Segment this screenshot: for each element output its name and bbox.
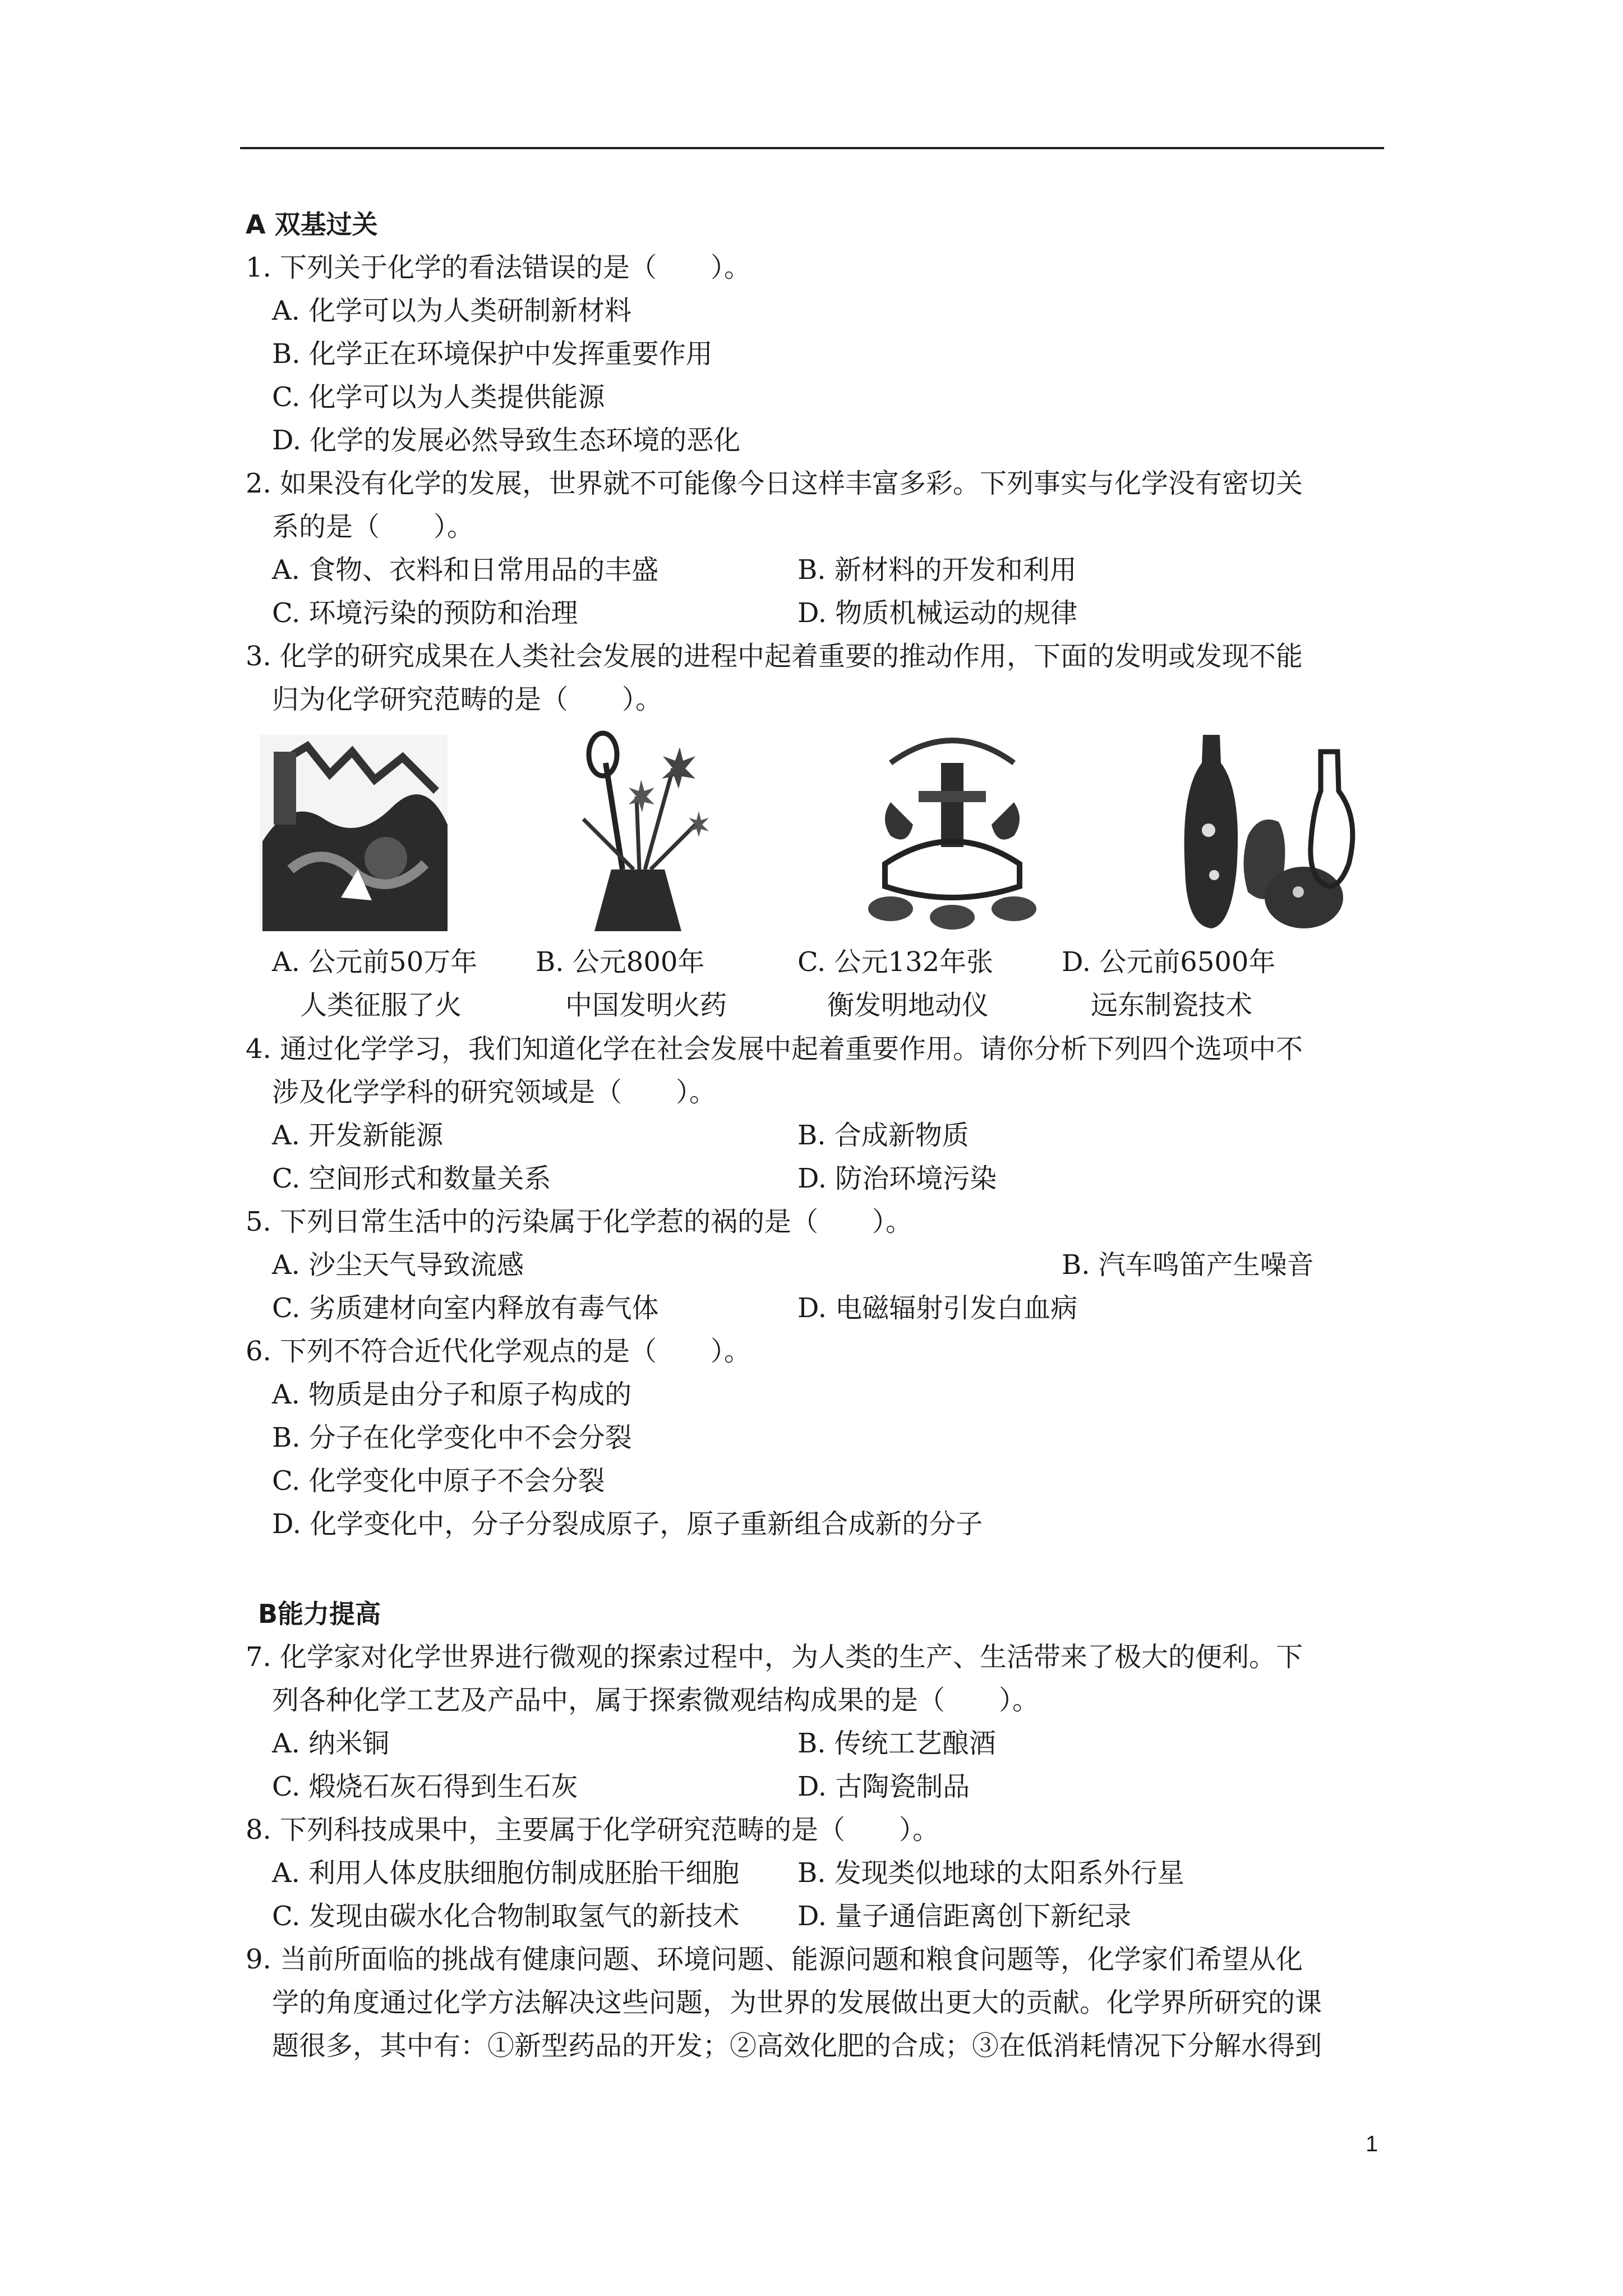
q7-stem-line1: 7. 化学家对化学世界进行微观的探索过程中，为人类的生产、生活带来了极大的便利。下 <box>246 1641 1303 1673</box>
q8-option-b: B. 发现类似地球的太阳系外行星 <box>797 1857 1184 1889</box>
q6-option-b: B. 分子在化学变化中不会分裂 <box>272 1422 632 1453</box>
q6-option-c: C. 化学变化中原子不会分裂 <box>272 1465 605 1497</box>
q5-option-a: A. 沙尘天气导致流感 <box>272 1249 524 1281</box>
q7-option-c: C. 煅烧石灰石得到生石灰 <box>272 1771 578 1802</box>
q9-line3: 题很多，其中有：①新型药品的开发；②高效化肥的合成；③在低消耗情况下分解水得到 <box>272 2030 1322 2062</box>
section-b-title: B能力提高 <box>258 1599 381 1629</box>
q4-stem-line2: 涉及化学学科的研究领域是（ ）。 <box>272 1076 717 1108</box>
q3-stem-line2: 归为化学研究范畴的是（ ）。 <box>272 684 663 715</box>
q4-stem-line1: 4. 通过化学学习，我们知道化学在社会发展中起着重要作用。请你分析下列四个选项中不 <box>246 1033 1303 1065</box>
gunpowder-illustration <box>561 729 715 937</box>
q3-option-c-line1: C. 公元132年张 <box>797 946 994 978</box>
q1-stem: 1. 下列关于化学的看法错误的是（ ）。 <box>246 252 751 283</box>
q2-stem-line2: 系的是（ ）。 <box>272 511 474 542</box>
page-number: 1 <box>1366 2132 1378 2156</box>
q5-stem: 5. 下列日常生活中的污染属于化学惹的祸的是（ ）。 <box>246 1206 913 1237</box>
q3-option-a-line2: 人类征服了火 <box>300 990 462 1021</box>
q9-line1: 9. 当前所面临的挑战有健康问题、环境问题、能源问题和粮食问题等，化学家们希望从化 <box>246 1944 1303 1975</box>
q8-option-a: A. 利用人体皮肤细胞仿制成胚胎干细胞 <box>272 1857 740 1889</box>
q6-option-a: A. 物质是由分子和原子构成的 <box>272 1379 632 1410</box>
seismograph-illustration <box>851 729 1053 937</box>
q3-stem-line1: 3. 化学的研究成果在人类社会发展的进程中起着重要的推动作用，下面的发明或发现不能 <box>246 641 1303 672</box>
porcelain-illustration <box>1175 729 1366 937</box>
q2-option-a: A. 食物、衣料和日常用品的丰盛 <box>272 554 659 586</box>
section-a-title: A 双基过关 <box>246 209 378 240</box>
q3-option-b-line2: 中国发明火药 <box>565 990 727 1021</box>
q2-option-d: D. 物质机械运动的规律 <box>797 597 1078 629</box>
q6-option-d: D. 化学变化中，分子分裂成原子，原子重新组合成新的分子 <box>272 1508 983 1540</box>
q2-option-c: C. 环境污染的预防和治理 <box>272 597 578 629</box>
q1-option-a: A. 化学可以为人类研制新材料 <box>272 295 632 326</box>
fire-illustration <box>257 729 450 937</box>
q3-option-b-line1: B. 公元800年 <box>536 946 705 978</box>
q3-option-a-line1: A. 公元前50万年 <box>272 946 478 978</box>
q1-option-c: C. 化学可以为人类提供能源 <box>272 381 605 413</box>
q5-option-c: C. 劣质建材向室内释放有毒气体 <box>272 1292 659 1324</box>
q5-option-b: B. 汽车鸣笛产生噪音 <box>1062 1249 1314 1281</box>
q2-option-b: B. 新材料的开发和利用 <box>797 554 1077 586</box>
q1-option-b: B. 化学正在环境保护中发挥重要作用 <box>272 338 713 370</box>
q7-stem-line2: 列各种化学工艺及产品中，属于探索微观结构成果的是（ ）。 <box>272 1685 1040 1716</box>
q3-option-d-line1: D. 公元前6500年 <box>1062 946 1276 978</box>
q2-stem-line1: 2. 如果没有化学的发展，世界就不可能像今日这样丰富多彩。下列事实与化学没有密切关 <box>246 468 1303 499</box>
q4-option-a: A. 开发新能源 <box>272 1120 444 1151</box>
q8-stem: 8. 下列科技成果中，主要属于化学研究范畴的是（ ）。 <box>246 1814 940 1846</box>
q9-line2: 学的角度通过化学方法解决这些问题，为世界的发展做出更大的贡献。化学界所研究的课 <box>272 1987 1322 2018</box>
q4-option-d: D. 防治环境污染 <box>797 1163 997 1194</box>
header-rule <box>240 147 1384 149</box>
q4-option-b: B. 合成新物质 <box>797 1120 969 1151</box>
q6-stem: 6. 下列不符合近代化学观点的是（ ）。 <box>246 1336 751 1367</box>
q4-option-c: C. 空间形式和数量关系 <box>272 1163 551 1194</box>
q7-option-a: A. 纳米铜 <box>272 1728 390 1759</box>
q7-option-b: B. 传统工艺酿酒 <box>797 1728 996 1759</box>
q8-option-d: D. 量子通信距离创下新纪录 <box>797 1901 1132 1932</box>
q3-option-d-line2: 远东制瓷技术 <box>1091 990 1253 1021</box>
q1-option-d: D. 化学的发展必然导致生态环境的恶化 <box>272 425 741 456</box>
q5-option-d: D. 电磁辐射引发白血病 <box>797 1292 1078 1324</box>
q3-option-c-line2: 衡发明地动仪 <box>827 990 989 1021</box>
q7-option-d: D. 古陶瓷制品 <box>797 1771 970 1802</box>
q8-option-c: C. 发现由碳水化合物制取氢气的新技术 <box>272 1901 740 1932</box>
